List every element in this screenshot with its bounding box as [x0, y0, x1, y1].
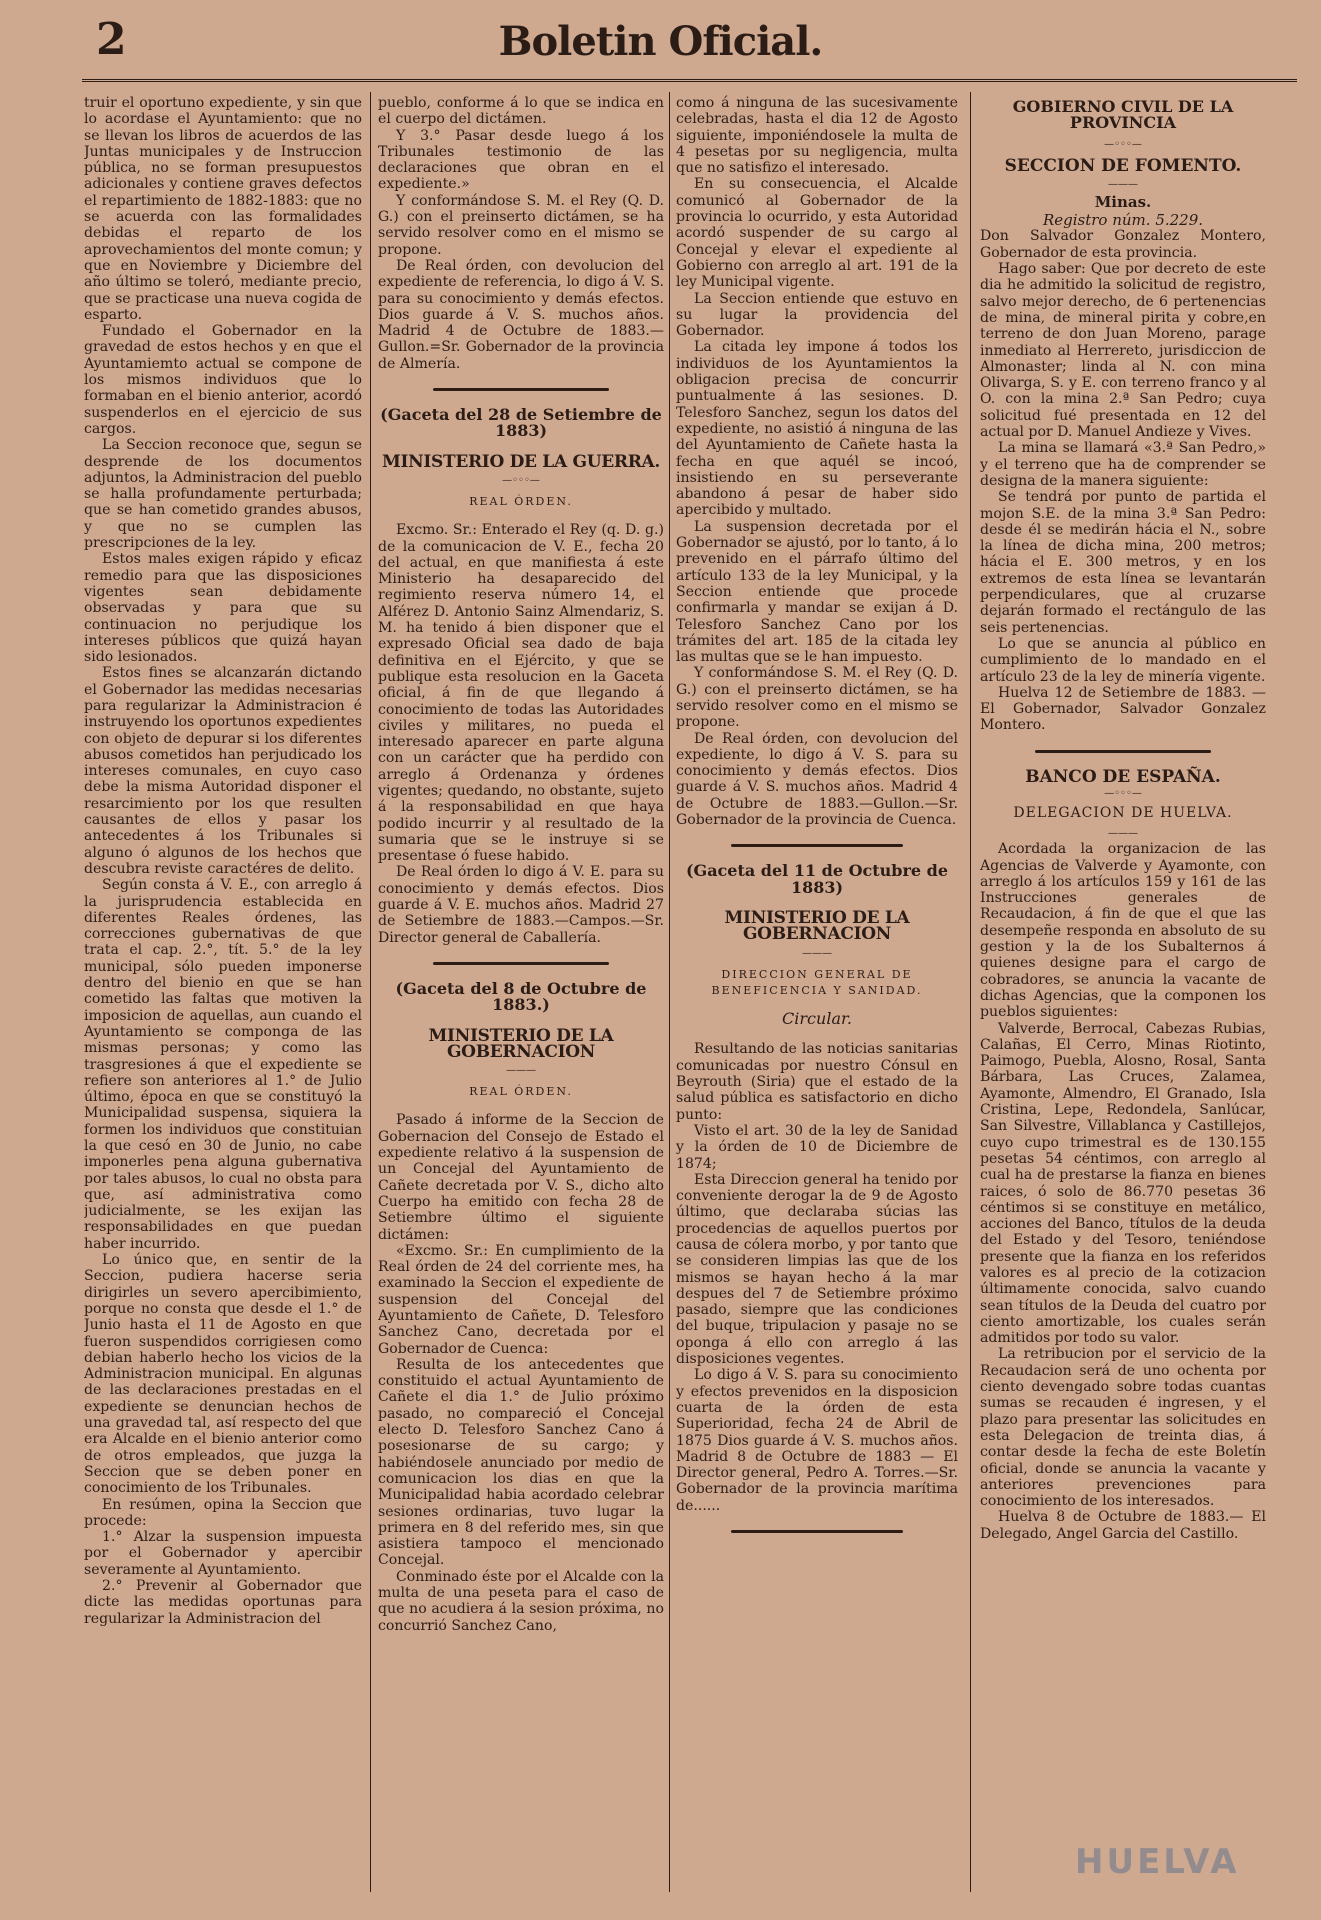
paragraph: La suspension decretada por el Gobernador se ajustó, por lo tanto, á lo prevenido en el párrafo último del artículo 133 de la ley Municipal, y la Seccion entiende que procede confirmarla y mandar se exijan á D. Telesforo Sanchez Cano por los trámites del art. 185 de la citada ley las multas que se le han impuesto. [676, 518, 958, 666]
registro-number: Registro núm. 5.229. [1042, 211, 1204, 230]
ornament: ——— [1108, 178, 1138, 190]
section-separator [1035, 750, 1211, 753]
paragraph: Visto el art. 30 de la ley de Sanidad y la órden de 10 de Diciembre de 1874; [676, 1122, 958, 1172]
paragraph: Estos males exigen rápido y eficaz remedio para que las disposiciones vigentes sean debidamente observadas y para que su continuacion no perjudique los intereses públicos que quizá hayan sido lesionados. [84, 551, 362, 666]
ornament: —◦◦◦— [1104, 138, 1142, 150]
ornament: ——— [802, 947, 832, 959]
column-3 [676, 95, 958, 1895]
paragraph: Y conformándose S. M. el Rey (Q. D. G.) con el preinserto dictámen, se ha servido resolver como en el mismo se propone. [676, 665, 958, 731]
paragraph: La Seccion reconoce que, segun se desprende de los documentos adjuntos, la Administracion del pueblo se halla profundamente perturbada; que se han cometido grandes abusos, y que no se cumplen las prescripciones de la ley. [84, 437, 362, 552]
ministry-heading: MINISTERIO DE LA GOBERNACION [428, 1025, 614, 1062]
newspaper-title: Boletin Oficial. [498, 18, 823, 65]
column-divider [970, 92, 971, 1892]
paragraph: La mina se llamará «3.ª San Pedro,» y el terreno que ha de comprender se designa de la manera siguiente: [980, 440, 1266, 489]
paragraph: Lo que se anuncia al público en cumplimiento de lo mandado en el artículo 23 de la ley de minería vigente. [980, 635, 1266, 685]
paragraph: Huelva 8 de Octubre de 1883.— El Delegado, Angel Garcia del Castillo. [980, 1509, 1266, 1542]
circular-label: Circular. [782, 1009, 852, 1029]
gobierno-heading: GOBIERNO CIVIL DE LA PROVINCIA [1012, 97, 1234, 133]
minas-heading: Minas. [1094, 192, 1152, 211]
paragraph: Esta Direccion general ha tenido por conveniente derogar la de 9 de Agosto último, que declaraba súcias las procedencias de aquellos puertos por causa de cólera morbo, y por tanto que se consideren limpias las que de los mismos se hayan hecho á la mar despues del 7 de Setiembre próximo pasado, siempre que las condiciones del buque, tripulacion y pasaje no se oponga á ello con arreglo á las disposiciones vegentes. [676, 1171, 958, 1368]
paragraph: Y conformándose S. M. el Rey (Q. D. G.) con el preinserto dictámen, se ha servido resolver como en el mismo se propone. [378, 192, 664, 258]
paragraph: Hago saber: Que por decreto de este dia he admitido la solicitud de registro, salvo mejor derecho, de 6 pertenencias de mina, de mineral pirita y cobre,en terreno de don Juan Moreno, parage inmediato al Herrereto, jurisdiccion de Almonaster; linda al N. con mina Olivarga, S. y E. con terreno franco y al O. con la mina 2.ª San Pedro; cuya solicitud fué presentada en 12 del actual por D. Manuel Andieze y Vives. [980, 261, 1266, 441]
library-watermark: HUELVA [1075, 1842, 1240, 1882]
ornament: —◦◦◦— [1104, 787, 1142, 799]
section-separator [433, 388, 609, 391]
paragraph: Y 3.° Pasar desde luego á los Tribunales testimonio de las declaraciones que obran en el expediente.» [378, 127, 664, 193]
header-rule [82, 79, 1297, 84]
paragraph: pueblo, conforme á lo que se indica en el cuerpo del dictámen. [378, 95, 664, 128]
banco-heading: BANCO DE ESPAÑA. [1025, 766, 1221, 787]
column-4 [980, 95, 1266, 1895]
section-separator [433, 962, 609, 965]
paragraph: De Real órden lo digo á V. E. para su conocimiento y demás efectos. Dios guarde á V. E. muchos años. Madrid 27 de Setiembre de 1883.—Campos.—Sr. Director general de Caballería. [378, 864, 664, 946]
ornament: —◦◦◦— [502, 474, 540, 486]
paragraph: Acordada la organizacion de las Agencias de Valverde y Ayamonte, con arreglo á los artículos 159 y 161 de las Instrucciones generales de Recaudacion, á fin de que el que las desempeñe responda en absoluto de su gestion y la de los Subalternos á quienes designe para el cargo de cobradores, se anuncia la vacante de dichas Agencias, que la componen los pueblos siguientes: [980, 841, 1266, 1021]
gaceta-date: (Gaceta del 28 de Setiembre de 1883) [380, 405, 662, 441]
paragraph: Don Salvador Gonzalez Montero, Gobernador de esta provincia. [980, 228, 1266, 261]
paragraph: truir el oportuno expediente, y sin que lo acordase el Ayuntamiento: que no se llevan los libros de acuerdos de las Juntas municipales y de Instruccion pública, no se forman presupuestos adicionales y contiene graves defectos el repartimiento de 1882-1883: que no se acuerda con las formalidades debidas el reparto de los aprovechamientos del monte comun; y que en Noviembre y Diciembre del año último se toleró, mediante precio, que se practicase una nueva cogida de esparto. [84, 95, 362, 323]
paragraph: Resulta de los antecedentes que constituido el actual Ayuntamiento de Cañete el dia 1.° de Julio próximo pasado, no compareció el Concejal electo D. Telesforo Sanchez Cano á posesionarse de su cargo; y habiéndosele anunciado por medio de comunicacion los dias en que la Municipalidad habia acordado celebrar sesiones ordinarias, tuvo lugar la primera en 8 del referido mes, sin que asistiera tampoco el mencionado Concejal. [378, 1356, 664, 1569]
paragraph: 1.° Alzar la suspension impuesta por el Gobernador y apercibir severamente al Ayuntamiento. [84, 1529, 362, 1578]
real-orden-label: REAL ÓRDEN. [469, 1085, 573, 1099]
column-divider [669, 92, 670, 1892]
gaceta-date: (Gaceta del 11 de Octubre de 1883) [685, 861, 949, 897]
column-divider [370, 92, 371, 1892]
paragraph: La retribucion por el servicio de la Recaudacion será de uno ochenta por ciento devengado sobre todas cuantas sumas se recauden é ingresen, y el plazo para presentar las solicitudes en esta Delegacion de treinta dias, á contar desde la fecha de este Boletín oficial, donde se anuncia la vacante y anteriores prevenciones para conocimiento de los interesados. [980, 1346, 1266, 1510]
ornament: ——— [1108, 828, 1138, 840]
ornament: ——— [506, 1065, 536, 1077]
paragraph: Valverde, Berrocal, Cabezas Rubias, Calañas, El Cerro, Minas Riotinto, Paimogo, Puebla, Alosno, Rosal, Santa Bárbara, Las Cruces, Zalamea, Ayamonte, Almendro, El Granado, Isla Cristina, Lepe, Redondela, Sanlúcar, San Silvestre, Villablanca y Castillejos, cuyo cupo trimestral es de 130.155 pesetas 54 céntimos, con arreglo al cual ha de prestarse la fianza en bienes raices, ó solo de 86.770 pesetas 36 céntimos si se constituye en metálico, acciones del Banco, títulos de la deuda del Estado y del Tesoro, teniéndose presente que la fianza en los referidos valores es al precio de la cotizacion últimamente conocida, salvo cuando sean títulos de la Deuda del cuatro por ciento amortizable, los cuales serán admitidos por todo su valor. [980, 1020, 1266, 1347]
paragraph: Según consta á V. E., con arreglo á la jurisprudencia establecida en diferentes Reales órdenes, las correcciones gubernativas de que trata el cap. 2.°, tít. 5.° de la ley municipal, sólo pueden imponerse dentro del bienio en que se han cometido las faltas que motiven la imposicion de aquellas, aun cuando el Ayuntamiento se componga de las mismas personas; y como las trasgresiones á que el expediente se refiere son anteriores al 1.° de Julio último, época en que se constituyó la Municipalidad suspensa, siquiera la formen los individuos que constituian la que cesó en 30 de Junio, no cabe imponerles pena alguna gubernativa por tales abusos, lo cual no obsta para que, así administrativa como judicialmente, se les exijan las responsabilidades en que puedan haber incurrido. [84, 877, 362, 1252]
masthead [0, 0, 1321, 70]
gaceta-date: (Gaceta del 8 de Octubre de 1883.) [395, 978, 647, 1015]
paragraph: Excmo. Sr.: Enterado el Rey (q. D. g.) de la comunicacion de V. E., fecha 20 del actual, en que manifiesta á este Ministerio ha desaparecido del regimiento reserva número 14, el Alférez D. Antonio Sainz Almendariz, S. M. ha tenido á bien disponer que el expresado Oficial sea dado de baja definitiva en el Ejército, y que se publique esta resolucion en la Gaceta oficial, á fin de que llegando á conocimiento de todas las Autoridades civiles y militares, no pueda el interesado aparecer en parte alguna con un carácter que ha perdido con arreglo á Ordenanza y órdenes vigentes; quedando, no obstante, sujeto á la responsabilidad en que haya podido incurrir y al resultado de la sumaria que se le instruye si se presentase ó fuese habido. [378, 522, 664, 865]
column-2 [378, 95, 664, 1895]
paragraph: Conminado éste por el Alcalde con la multa de una peseta para el caso de que no acudiera á la sesion próxima, no concurrió Sanchez Cano, [378, 1568, 664, 1634]
column-1 [84, 95, 362, 1895]
paragraph: Lo único que, en sentir de la Seccion, pudiera hacerse seria dirigirles un severo apercibimiento, porque no consta que desde el 1.° de Junio hasta el 11 de Agosto en que fueron suspendidos corrigiesen como debian haberlo hecho los vicios de la Administracion municipal. En algunas de las declaraciones prestadas en el expediente se denuncian hechos de una gravedad tal, así respecto del que era Alcalde en el bienio anterior como de otros empleados, que juzga la Seccion que se deben poner en conocimiento de los Tribunales. [84, 1252, 362, 1497]
paragraph: La citada ley impone á todos los individuos de los Ayuntamientos la obligacion precisa de concurrir puntualmente á las sesiones. D. Telesforo Sanchez, segun los datos del expediente, no asistió á ninguna de las del Ayuntamiento de Cañete hasta la fecha en que aquél se incoó, insistiendo en su perseverante abandono á pesar de haber sido apercibido y multado. [676, 339, 958, 519]
page-number: 2 [96, 14, 127, 65]
ministry-heading: MINISTERIO DE LA GOBERNACION [724, 907, 910, 945]
paragraph: Lo digo á V. S. para su conocimiento y efectos prevenidos en la disposicion cuarta de la órden de esta Superioridad, fecha 24 de Abril de 1875 Dios guarde á V. S. muchos años. Madrid 8 de Octubre de 1883 — El Director general, Pedro A. Torres.—Sr. Gobernador de la provincia marítima de...... [676, 1367, 958, 1514]
real-orden-label: REAL ÓRDEN. [469, 494, 573, 508]
paragraph: De Real órden, con devolucion del expediente, lo digo á V. S. para su conocimiento y demás efectos. Dios guarde á V. S. muchos años. Madrid 4 de Octubre de 1883.—Gullon.—Sr. Gobernador de la provincia de Cuenca. [676, 730, 958, 829]
paragraph: En su consecuencia, el Alcalde comunicó al Gobernador de la provincia lo ocurrido, y esta Autoridad acordó suspender de su cargo al Concejal y elevar el expediente al Gobierno con arreglo al art. 191 de la ley Municipal vigente. [676, 176, 958, 291]
paragraph: Resultando de las noticias sanitarias comunicadas por nuestro Cónsul en Beyrouth (Siria) que el estado de la salud pública es satisfactorio en dicho punto: [676, 1041, 958, 1123]
paragraph: Fundado el Gobernador en la gravedad de estos hechos y en que el Ayuntamiemto actual se compone de los mismos individuos que lo formaban en el bienio anterior, acordó suspenderlos en el ejercicio de sus cargos. [84, 323, 362, 437]
section-separator [731, 844, 903, 847]
paragraph: Huelva 12 de Setiembre de 1883. —El Gobernador, Salvador Gonzalez Montero. [980, 684, 1266, 734]
paragraph: En resúmen, opina la Seccion que procede: [84, 1496, 362, 1529]
ministry-heading: MINISTERIO DE LA GUERRA. [381, 451, 661, 472]
paragraph: 2.° Prevenir al Gobernador que dicte las medidas oportunas para regularizar la Administracion del [84, 1578, 362, 1627]
paragraph: como á ninguna de las sucesivamente celebradas, hasta el dia 12 de Agosto siguiente, imponiéndosele la multa de 4 pesetas por su negligencia, multa que no satisfizo el interesado. [676, 95, 958, 177]
delegacion-heading: DELEGACION DE HUELVA. [1013, 804, 1233, 821]
paragraph: «Excmo. Sr.: En cumplimiento de la Real órden de 24 del corriente mes, ha examinado la Seccion el expediente de suspension del Concejal del Ayuntamiento de Cañete, D. Telesforo Sanchez Cano, decretada por el Gobernador de Cuenca: [378, 1242, 664, 1357]
direccion-heading: DIRECCION GENERAL DE BENEFICENCIA Y SANIDAD. [711, 967, 923, 997]
section-separator [731, 1530, 903, 1533]
paragraph: Pasado á informe de la Seccion de Gobernacion del Consejo de Estado el expediente relativo á la suspension de un Concejal del Ayuntamiento de Cañete decretada por V. S., dicho alto Cuerpo ha emitido con fecha 28 de Setiembre último el siguiente dictámen: [378, 1112, 664, 1243]
paragraph: De Real órden, con devolucion del expediente de referencia, lo digo á V. S. para su conocimiento y demás efectos. Dios guarde á V. S. muchos años. Madrid 4 de Octubre de 1883.—Gullon.=Sr. Gobernador de la provincia de Almería. [378, 257, 664, 372]
seccion-heading: SECCION DE FOMENTO. [1004, 155, 1242, 176]
paragraph: La Seccion entiende que estuvo en su lugar la providencia del Gobernador. [676, 290, 958, 340]
paragraph: Se tendrá por punto de partida el mojon S.E. de la mina 3.ª San Pedro: desde él se medirán hácia el N., sobre la línea de dicha mina, 200 metros; hácia el E. 300 metros, y en los extremos de esta línea se levantarán perpendiculares, que al cruzarse dejarán formado el rectángulo de las seis pertenencias. [980, 489, 1266, 636]
paragraph: Estos fines se alcanzarán dictando el Gobernador las medidas necesarias para regularizar la Administracion é instruyendo los oportunos expedientes con objeto de depurar si los diferentes abusos cometidos han perjudicado los intereses comunales, en cuyo caso debe la misma Autoridad disponer el resarcimiento por los que resulten causantes de ellos y pasar los antecedentes á los Tribunales si alguno ó algunos de los hechos que descubra reviste caractéres de delito. [84, 665, 362, 877]
